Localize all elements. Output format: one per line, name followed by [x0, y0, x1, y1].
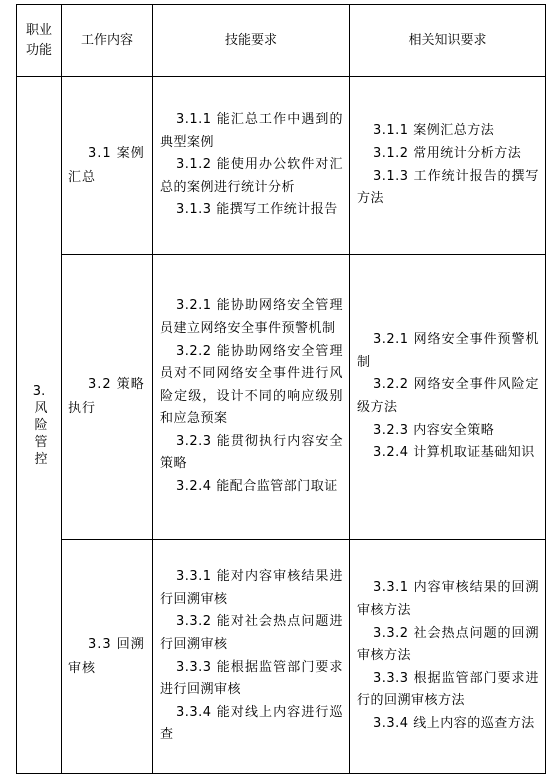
header-knowledge: 相关知识要求 — [350, 5, 546, 77]
knowledge-item: 3.2.4 计算机取证基础知识 — [373, 445, 535, 461]
skill-item: 3.3.4 能对线上内容进行巡查 — [160, 704, 343, 743]
knowledge-item: 3.3.4 线上内容的巡查方法 — [373, 715, 535, 731]
skills-cell — [153, 540, 350, 774]
table-row — [17, 540, 546, 774]
table-row — [17, 77, 546, 255]
knowledge-cell — [350, 540, 546, 774]
skill-item: 3.2.4 能配合监管部门取证 — [176, 479, 338, 495]
header-function: 职业功能 — [17, 5, 62, 77]
header-skills: 技能要求 — [153, 5, 350, 77]
work-cell: 3.1 案例汇总 — [62, 77, 153, 255]
knowledge-cell — [350, 255, 546, 540]
knowledge-item: 3.3.3 根据监管部门要求进行的回溯审核方法 — [357, 670, 539, 709]
function-name: 风险管控 — [34, 400, 48, 467]
work-cell: 3.3 回溯审核 — [62, 540, 153, 774]
knowledge-item: 3.2.2 网络安全事件风险定级方法 — [357, 377, 539, 415]
knowledge-item: 3.3.1 内容审核结果的回溯审核方法 — [357, 580, 539, 619]
function-number: 3. — [32, 383, 46, 399]
skill-item: 3.3.2 能对社会热点问题进行回溯审核 — [160, 614, 343, 652]
knowledge-item: 3.1.2 常用统计分析方法 — [373, 145, 522, 161]
header-work: 工作内容 — [62, 5, 153, 77]
skill-item: 3.2.2 能协助网络安全管理员对不同网络安全事件进行风险定级，设计不同的响应级别和应急预案 — [160, 343, 343, 427]
skill-item: 3.3.1 能对内容审核结果进行回溯审核 — [160, 569, 343, 607]
skill-item: 3.2.1 能协助网络安全管理员建立网络安全事件预警机制 — [160, 298, 343, 336]
knowledge-item: 3.1.3 工作统计报告的撰写方法 — [357, 168, 539, 207]
table-row — [17, 255, 546, 540]
knowledge-item: 3.3.2 社会热点问题的回溯审核方法 — [357, 625, 539, 664]
skills-cell — [153, 77, 350, 255]
skills-table — [16, 4, 546, 774]
skill-item: 3.3.3 能根据监管部门要求进行回溯审核 — [160, 659, 343, 698]
skills-cell — [153, 255, 350, 540]
function-cell — [17, 77, 62, 774]
work-cell: 3.2 策略执行 — [62, 255, 153, 540]
skill-item: 3.2.3 能贯彻执行内容安全策略 — [160, 433, 343, 472]
knowledge-cell — [350, 77, 546, 255]
skill-item: 3.1.2 能使用办公软件对汇总的案例进行统计分析 — [160, 157, 343, 195]
skill-item: 3.1.3 能撰写工作统计报告 — [176, 202, 338, 218]
knowledge-item: 3.2.1 网络安全事件预警机制 — [357, 332, 539, 370]
knowledge-item: 3.2.3 内容安全策略 — [373, 422, 495, 438]
skill-item: 3.1.1 能汇总工作中遇到的典型案例 — [160, 112, 343, 150]
header-row — [17, 5, 546, 77]
knowledge-item: 3.1.1 案例汇总方法 — [373, 123, 495, 139]
